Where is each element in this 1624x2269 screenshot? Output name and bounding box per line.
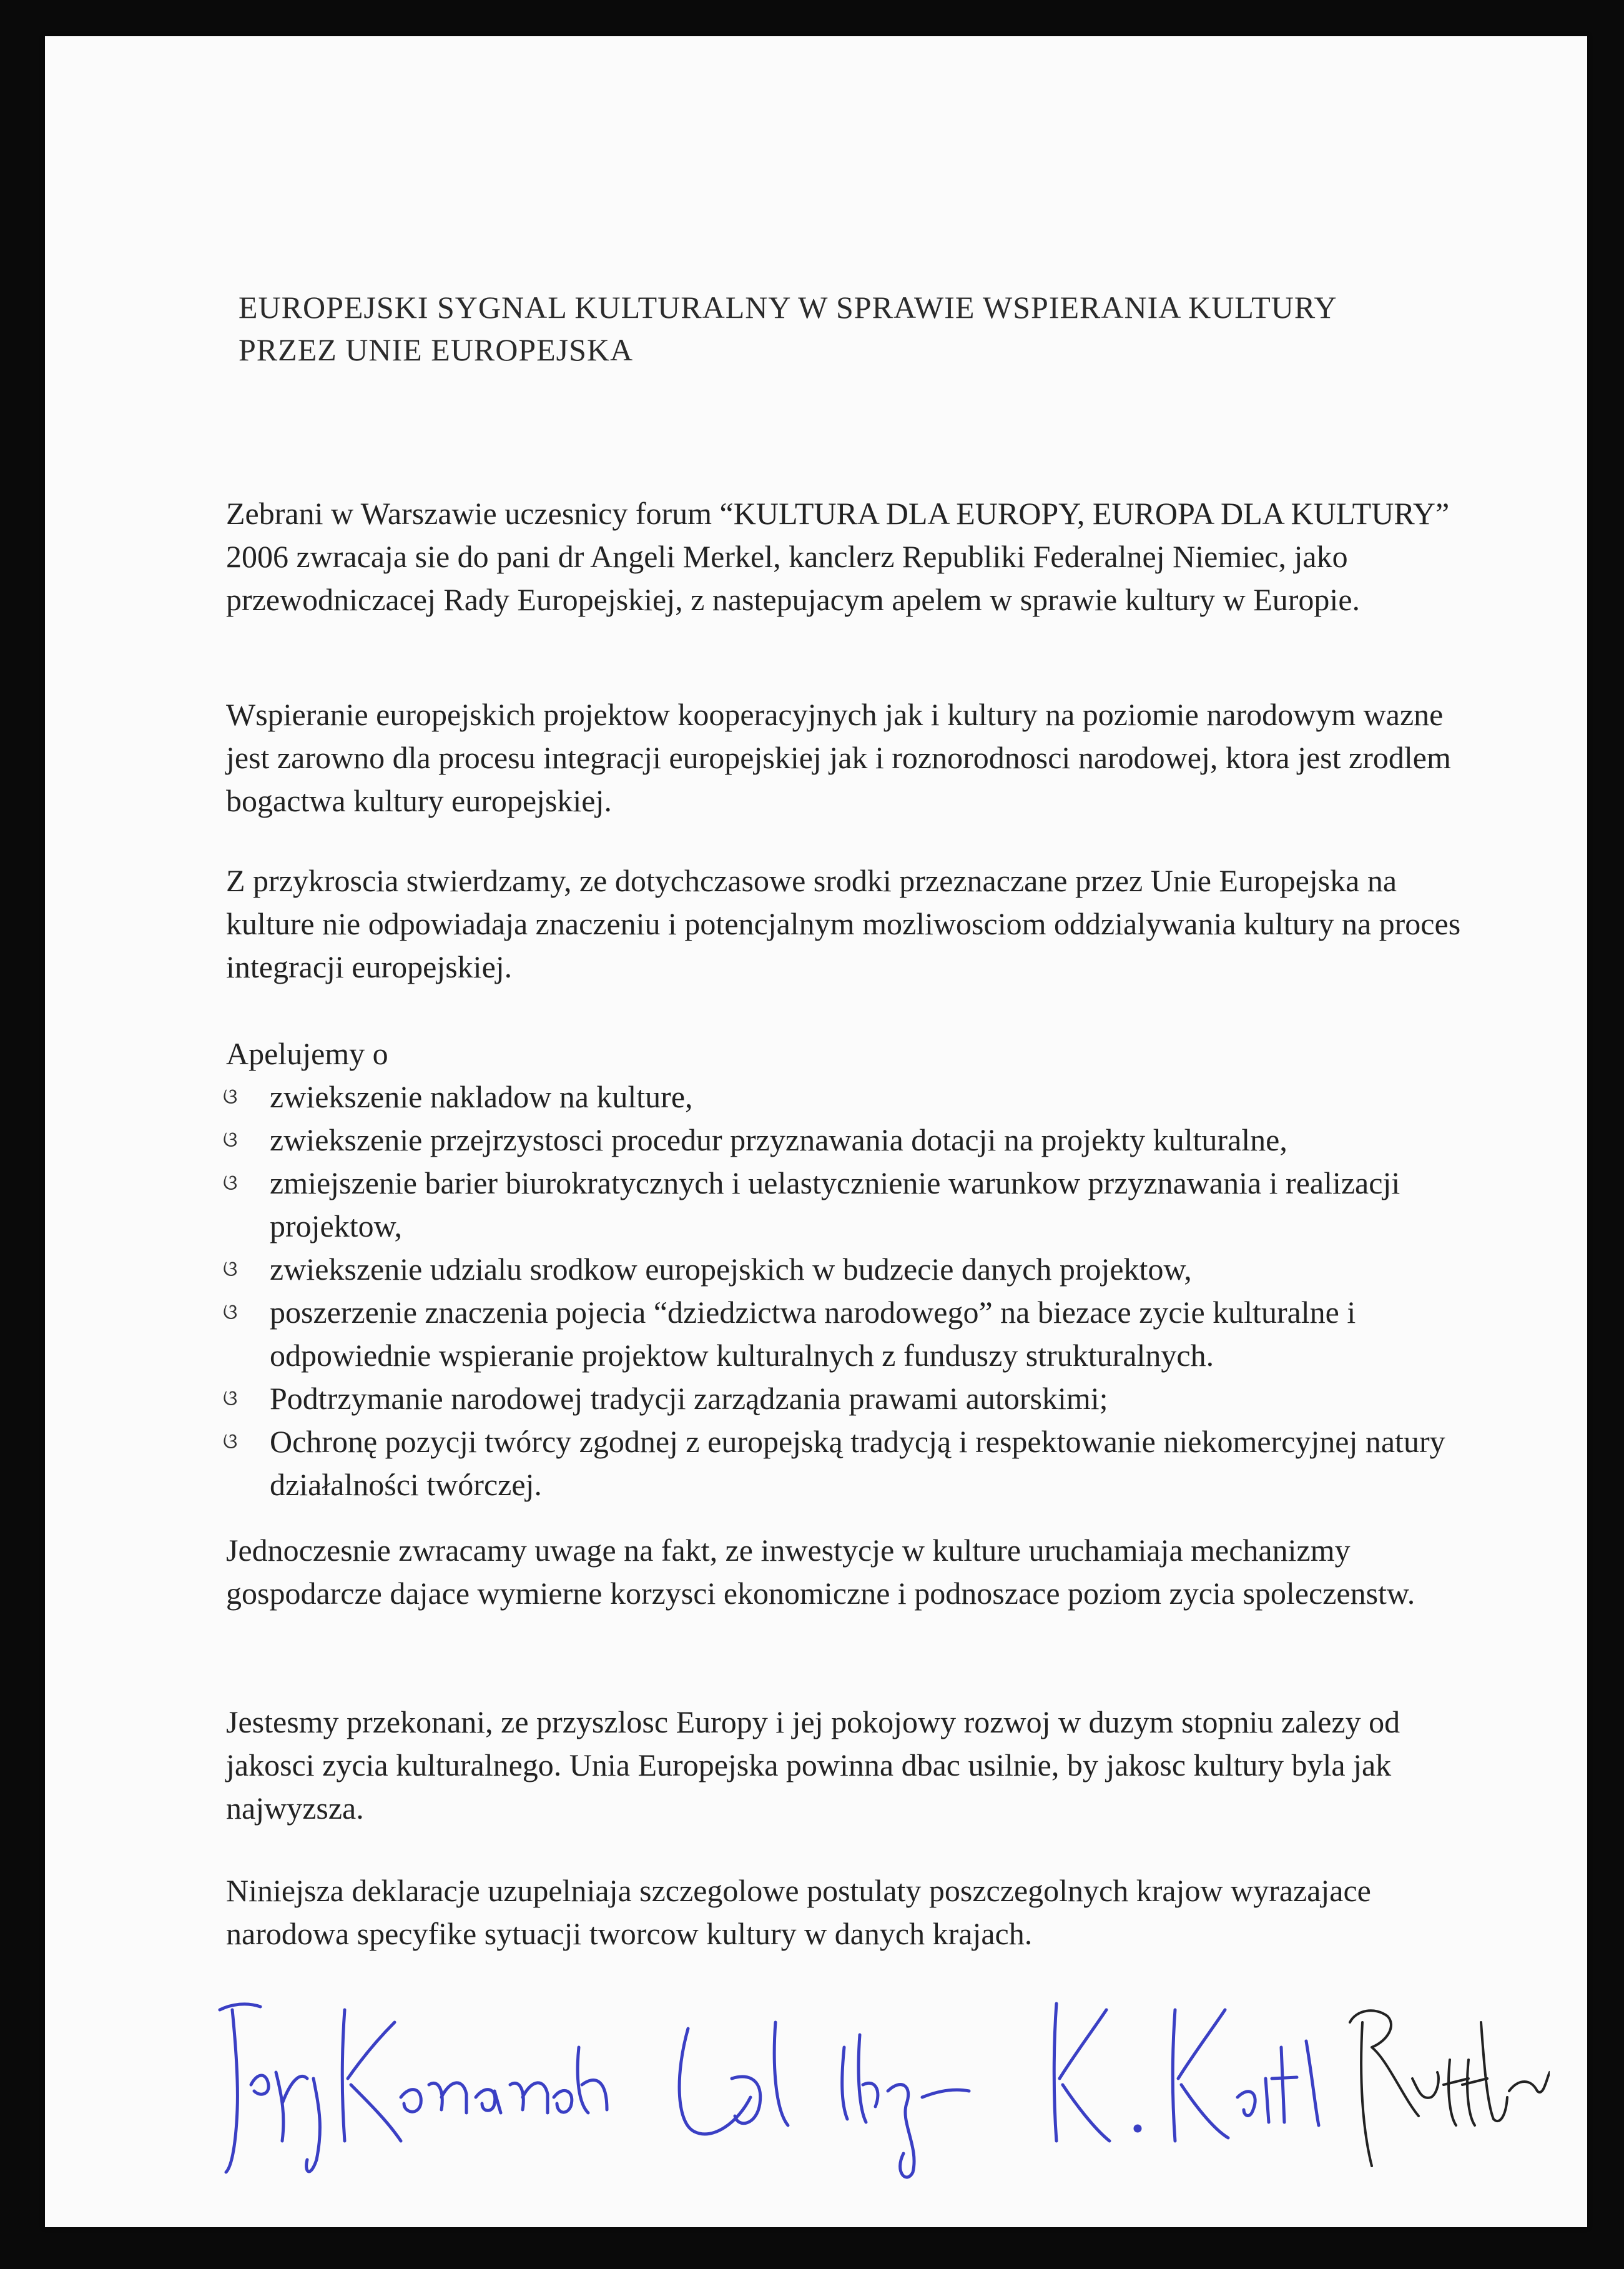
signature-1	[220, 2004, 607, 2172]
list-item-text: zmiejszenie barier biurokratycznych i uelastycznienie warunkow przyznawania i realizacji projektow,	[270, 1165, 1400, 1243]
document-title	[239, 286, 1487, 371]
signatures-block	[189, 1985, 1550, 2191]
bullet-icon: ଓ	[223, 1127, 238, 1152]
bullet-icon: ଓ	[223, 1170, 238, 1195]
list-item	[223, 1119, 1478, 1162]
intro-paragraph: Zebrani w Warszawie uczesnicy forum “KULTURA DLA EUROPY, EUROPA DLA KULTURY” 2006 zwracaja sie do pani dr Angeli Merkel, kanclerz Republiki Federalnej Niemiec, jako przewodniczacej Rady Europejskiej, z nastepujacym apelem w sprawie kultury w Europie.	[226, 496, 1450, 617]
list-item	[223, 1162, 1478, 1248]
paragraph-future: Jestesmy przekonani, ze przyszlosc Europy i jej pokojowy rozwoj w duzym stopniu zalezy od jakosci zycia kulturalnego. Unia Europejska powinna dbac usilnie, by jakosc kultury byla jak najwyzsza.	[226, 1704, 1400, 1826]
appeal-heading: Apelujemy o	[226, 1036, 388, 1071]
title-line-2: PRZEZ UNIE EUROPEJSKA	[239, 332, 634, 367]
paragraph-funding: Z przykroscia stwierdzamy, ze dotychczasowe srodki przeznaczane przez Unie Europejska na kulture nie odpowiadaja znaczeniu i potencjalnym mozliwosciom oddzialywania kultury na proces integracji europejskiej.	[226, 863, 1461, 984]
signature-3	[1054, 2004, 1319, 2141]
title-line-1: EUROPEJSKI SYGNAL KULTURALNY W SPRAWIE WSPIERANIA KULTURY	[239, 290, 1337, 325]
list-item-text: zwiekszenie przejrzystosci procedur przyznawania dotacji na projekty kulturalne,	[270, 1122, 1287, 1157]
list-item-text: zwiekszenie nakladow na kulture,	[270, 1079, 693, 1114]
appeal-list	[223, 1075, 1478, 1506]
list-item	[223, 1377, 1478, 1420]
list-item	[223, 1291, 1478, 1377]
bullet-icon: ଓ	[223, 1386, 238, 1411]
document-page	[45, 36, 1587, 2227]
list-item-text: Podtrzymanie narodowej tradycji zarządzania prawami autorskimi;	[270, 1381, 1108, 1416]
signatures-svg	[189, 1985, 1550, 2191]
list-item-text: Ochronę pozycji twórcy zgodnej z europejską tradycją i respektowanie niekomercyjnej natury działalności twórczej.	[270, 1424, 1445, 1502]
paragraph-investment: Jednoczesnie zwracamy uwage na fakt, ze inwestycje w kulture uruchamiaja mechanizmy gospodarcze dajace wymierne korzysci ekonomiczne i podnoszace poziom zycia spoleczenstw.	[226, 1533, 1415, 1611]
list-item	[223, 1248, 1478, 1291]
signature-4	[1350, 2010, 1550, 2166]
list-item-text: poszerzenie znaczenia pojecia “dziedzictwa narodowego” na biezace zycie kulturalne i odpowiednie wspieranie projektow kulturalnych z funduszy strukturalnych.	[270, 1295, 1356, 1373]
signature-2	[679, 2022, 969, 2177]
bullet-icon: ଓ	[223, 1257, 238, 1282]
paragraph-cooperation: Wspieranie europejskich projektow kooperacyjnych jak i kultury na poziomie narodowym wazne jest zarowno dla procesu integracji europejskiej jak i roznorodnosci narodowej, ktora jest zrodlem bogactwa kultury europejskiej.	[226, 697, 1451, 818]
list-item	[223, 1420, 1478, 1506]
paragraph-declaration: Niniejsza deklaracje uzupelniaja szczegolowe postulaty poszczegolnych krajow wyrazajace narodowa specyfike sytuacji tworcow kultury w danych krajach.	[226, 1873, 1371, 1951]
bullet-icon: ଓ	[223, 1084, 238, 1109]
bullet-icon: ଓ	[223, 1429, 238, 1454]
bullet-icon: ଓ	[223, 1300, 238, 1325]
list-item	[223, 1075, 1478, 1119]
list-item-text: zwiekszenie udzialu srodkow europejskich w budzecie danych projektow,	[270, 1252, 1192, 1287]
